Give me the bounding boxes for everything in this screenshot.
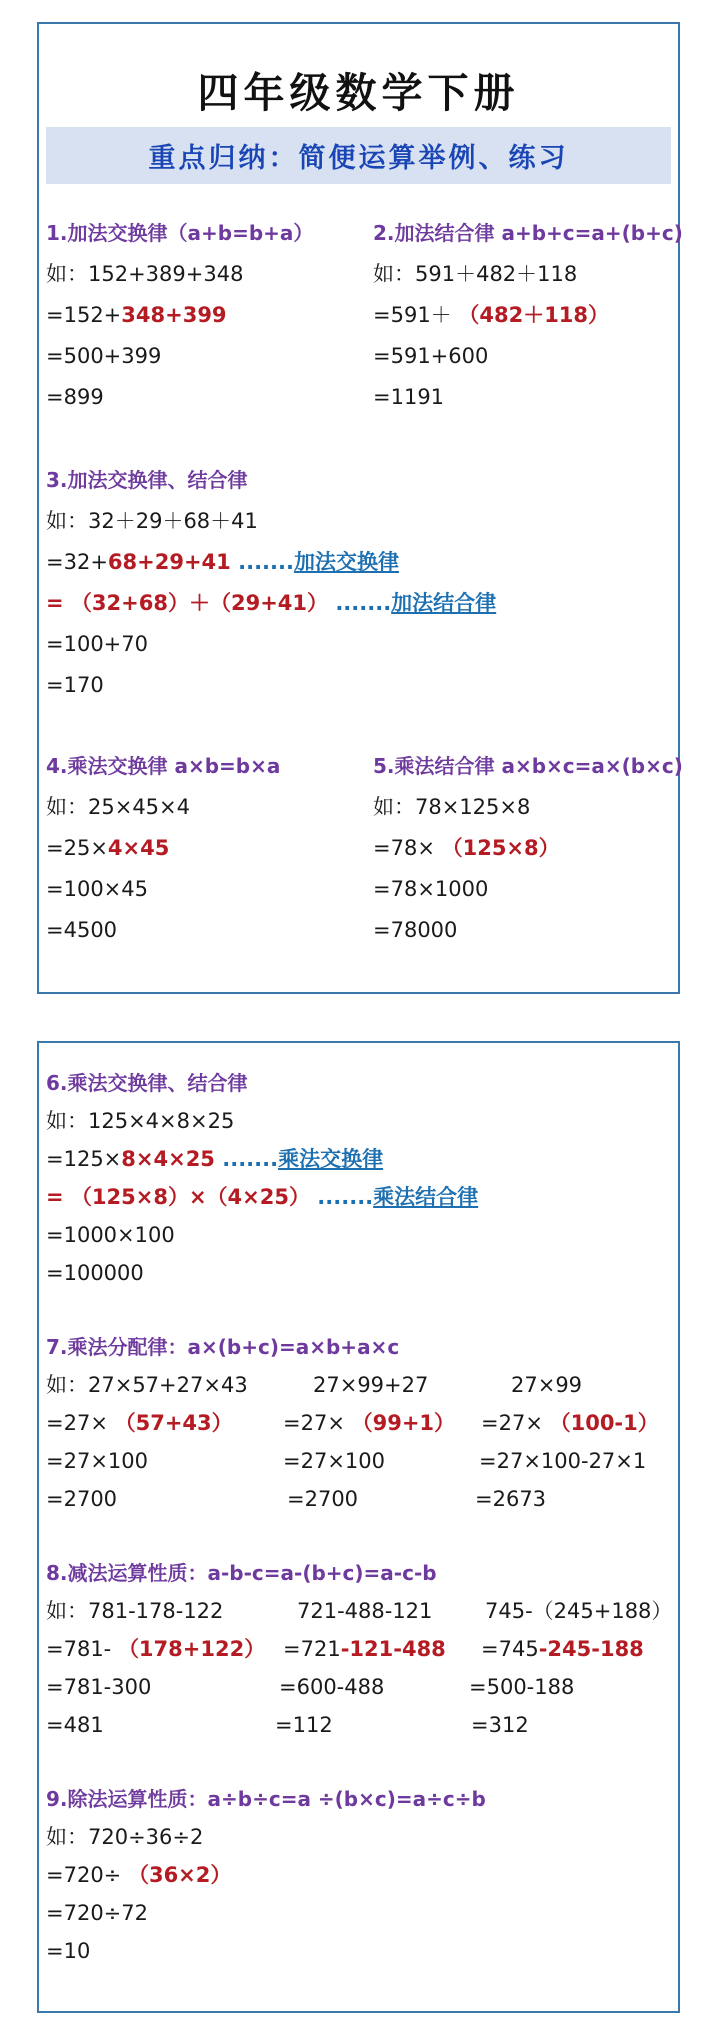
- worksheet-panel-top: [37, 22, 683, 994]
- section-7-c-line-4: =2673: [475, 1487, 547, 1511]
- expr-text: =720÷: [46, 1863, 128, 1887]
- section-1-line-2: [46, 301, 227, 329]
- section-4-line-4: =4500: [46, 918, 118, 942]
- section-9-line-2: [46, 1861, 231, 1889]
- section-1-line-1: 如：152+389+348: [46, 262, 244, 286]
- law-note-multiplication-commutative: 乘法交换律: [278, 1147, 384, 1171]
- expr-highlight: （32+68）＋（29+41）: [70, 591, 329, 615]
- section-3-line-4: =100+70: [46, 632, 148, 656]
- law-note-multiplication-associative: 乘法结合律: [373, 1185, 479, 1209]
- expr-highlight: -245-188: [538, 1637, 644, 1661]
- section-7-b-line-3: =27×100: [283, 1449, 385, 1473]
- expr-highlight: （125×8）: [441, 836, 560, 860]
- section-9-line-1: 如：720÷36÷2: [46, 1825, 204, 1849]
- section-4-heading: 4.乘法交换律 a×b=b×a: [46, 754, 281, 778]
- section-7-a-line-4: =2700: [46, 1487, 118, 1511]
- section-8-b-line-3: =600-488: [279, 1675, 385, 1699]
- expr-text: =152+: [46, 303, 122, 327]
- section-8-c-line-2: [481, 1635, 644, 1663]
- page-title: 四年级数学下册: [197, 69, 520, 117]
- section-2-line-1: 如：591＋482＋118: [373, 262, 578, 286]
- section-8-heading: 8.减法运算性质：a-b-c=a-(b+c)=a-c-b: [46, 1561, 437, 1585]
- law-note-addition-associative: 加法结合律: [391, 591, 497, 615]
- section-6-line-4: =1000×100: [46, 1223, 175, 1247]
- section-7-c-line-2: [481, 1409, 659, 1437]
- expr-highlight: （99+1）: [351, 1411, 456, 1435]
- section-8-b-line-1: 721-488-121: [297, 1599, 433, 1623]
- expr-highlight: （57+43）: [114, 1411, 233, 1435]
- section-8-a-line-4: =481: [46, 1713, 104, 1737]
- section-6-line-5: =100000: [46, 1261, 144, 1285]
- section-7-c-line-1: 27×99: [511, 1373, 583, 1397]
- section-7-heading: 7.乘法分配律：a×(b+c)=a×b+a×c: [46, 1335, 400, 1359]
- section-8-c-line-1: 745-（245+188）: [485, 1599, 673, 1623]
- subtitle-banner: [46, 127, 671, 184]
- section-7-a-line-1: 如：27×57+27×43: [46, 1373, 248, 1397]
- section-1-line-3: =500+399: [46, 344, 162, 368]
- expr-highlight: 68+29+41: [107, 550, 231, 574]
- section-2-heading: 2.加法结合律 a+b+c=a+(b+c): [373, 221, 683, 245]
- expr-text: =27×: [283, 1411, 352, 1435]
- section-8-c-line-3: =500-188: [469, 1675, 575, 1699]
- expr-highlight: -121-488: [340, 1637, 446, 1661]
- expr-text: =591＋: [373, 303, 459, 327]
- section-3-heading: 3.加法交换律、结合律: [46, 468, 248, 492]
- expr-text: =781-: [46, 1637, 118, 1661]
- expr-text: =27×: [481, 1411, 550, 1435]
- expr-highlight: （100-1）: [549, 1411, 659, 1435]
- section-8-b-line-4: =112: [275, 1713, 333, 1737]
- section-5-heading: 5.乘法结合律 a×b×c=a×(b×c): [373, 754, 683, 778]
- section-7-c-line-3: =27×100-27×1: [479, 1449, 647, 1473]
- section-7-a-line-2: [46, 1409, 233, 1437]
- law-note-addition-commutative: 加法交换律: [293, 550, 399, 574]
- section-8-c-line-4: =312: [471, 1713, 529, 1737]
- section-8-a-line-2: [46, 1635, 265, 1663]
- section-7-b-line-4: =2700: [287, 1487, 359, 1511]
- section-4-line-1: 如：25×45×4: [46, 795, 190, 819]
- section-8-a-line-1: 如：781-178-122: [46, 1599, 224, 1623]
- expr-highlight: 4×45: [107, 836, 170, 860]
- expr-text: =78×: [373, 836, 442, 860]
- section-6-line-2: [46, 1145, 383, 1173]
- section-9-line-4: =10: [46, 1939, 91, 1963]
- expr-highlight: （482＋118）: [458, 303, 610, 327]
- expr-text: =125×: [46, 1147, 122, 1171]
- expr-text: =745: [481, 1637, 539, 1661]
- section-5-line-4: =78000: [373, 918, 458, 942]
- section-2-line-3: =591+600: [373, 344, 489, 368]
- note-dots: .......: [310, 1185, 374, 1209]
- expr-highlight: （125×8）×（4×25）: [70, 1185, 310, 1209]
- section-3-line-2: [46, 548, 399, 576]
- expr-highlight: 348+399: [121, 303, 227, 327]
- section-2-line-4: =1191: [373, 385, 445, 409]
- expr-text: =25×: [46, 836, 108, 860]
- section-9-heading: 9.除法运算性质：a÷b÷c=a ÷(b×c)=a÷c÷b: [46, 1787, 486, 1811]
- expr-text: =721: [283, 1637, 341, 1661]
- section-7-b-line-1: 27×99+27: [313, 1373, 429, 1397]
- note-dots: .......: [214, 1147, 279, 1171]
- section-7-b-line-2: [283, 1409, 455, 1437]
- section-4-line-2: [46, 834, 169, 862]
- section-6-line-1: 如：125×4×8×25: [46, 1109, 235, 1133]
- section-5-line-2: [373, 834, 560, 862]
- expr-text: =27×: [46, 1411, 115, 1435]
- worksheet-panel-bottom: [37, 1041, 680, 2013]
- section-9-line-3: =720÷72: [46, 1901, 148, 1925]
- section-8-b-line-2: [283, 1635, 446, 1663]
- section-5-line-3: =78×1000: [373, 877, 489, 901]
- note-dots: .......: [230, 550, 294, 574]
- note-dots: .......: [328, 591, 392, 615]
- section-6-heading: 6.乘法交换律、结合律: [46, 1071, 248, 1095]
- expr-highlight: （178+122）: [117, 1637, 266, 1661]
- page-subtitle: 重点归纳：简便运算举例、练习: [148, 143, 569, 174]
- expr-text: =: [46, 591, 71, 615]
- section-7-a-line-3: =27×100: [46, 1449, 148, 1473]
- section-3-line-5: =170: [46, 673, 104, 697]
- section-4-line-3: =100×45: [46, 877, 148, 901]
- section-8-a-line-3: =781-300: [46, 1675, 152, 1699]
- section-2-line-2: [373, 301, 609, 329]
- section-3-line-1: 如：32＋29＋68＋41: [46, 509, 258, 533]
- section-3-line-3: [46, 589, 496, 617]
- expr-text: =: [46, 1185, 71, 1209]
- expr-highlight: （36×2）: [127, 1863, 232, 1887]
- section-6-line-3: [46, 1183, 478, 1211]
- expr-text: =32+: [46, 550, 108, 574]
- section-1-heading: 1.加法交换律（a+b=b+a）: [46, 221, 314, 245]
- section-5-line-1: 如：78×125×8: [373, 795, 531, 819]
- section-1-line-4: =899: [46, 385, 104, 409]
- expr-highlight: 8×4×25: [121, 1147, 215, 1171]
